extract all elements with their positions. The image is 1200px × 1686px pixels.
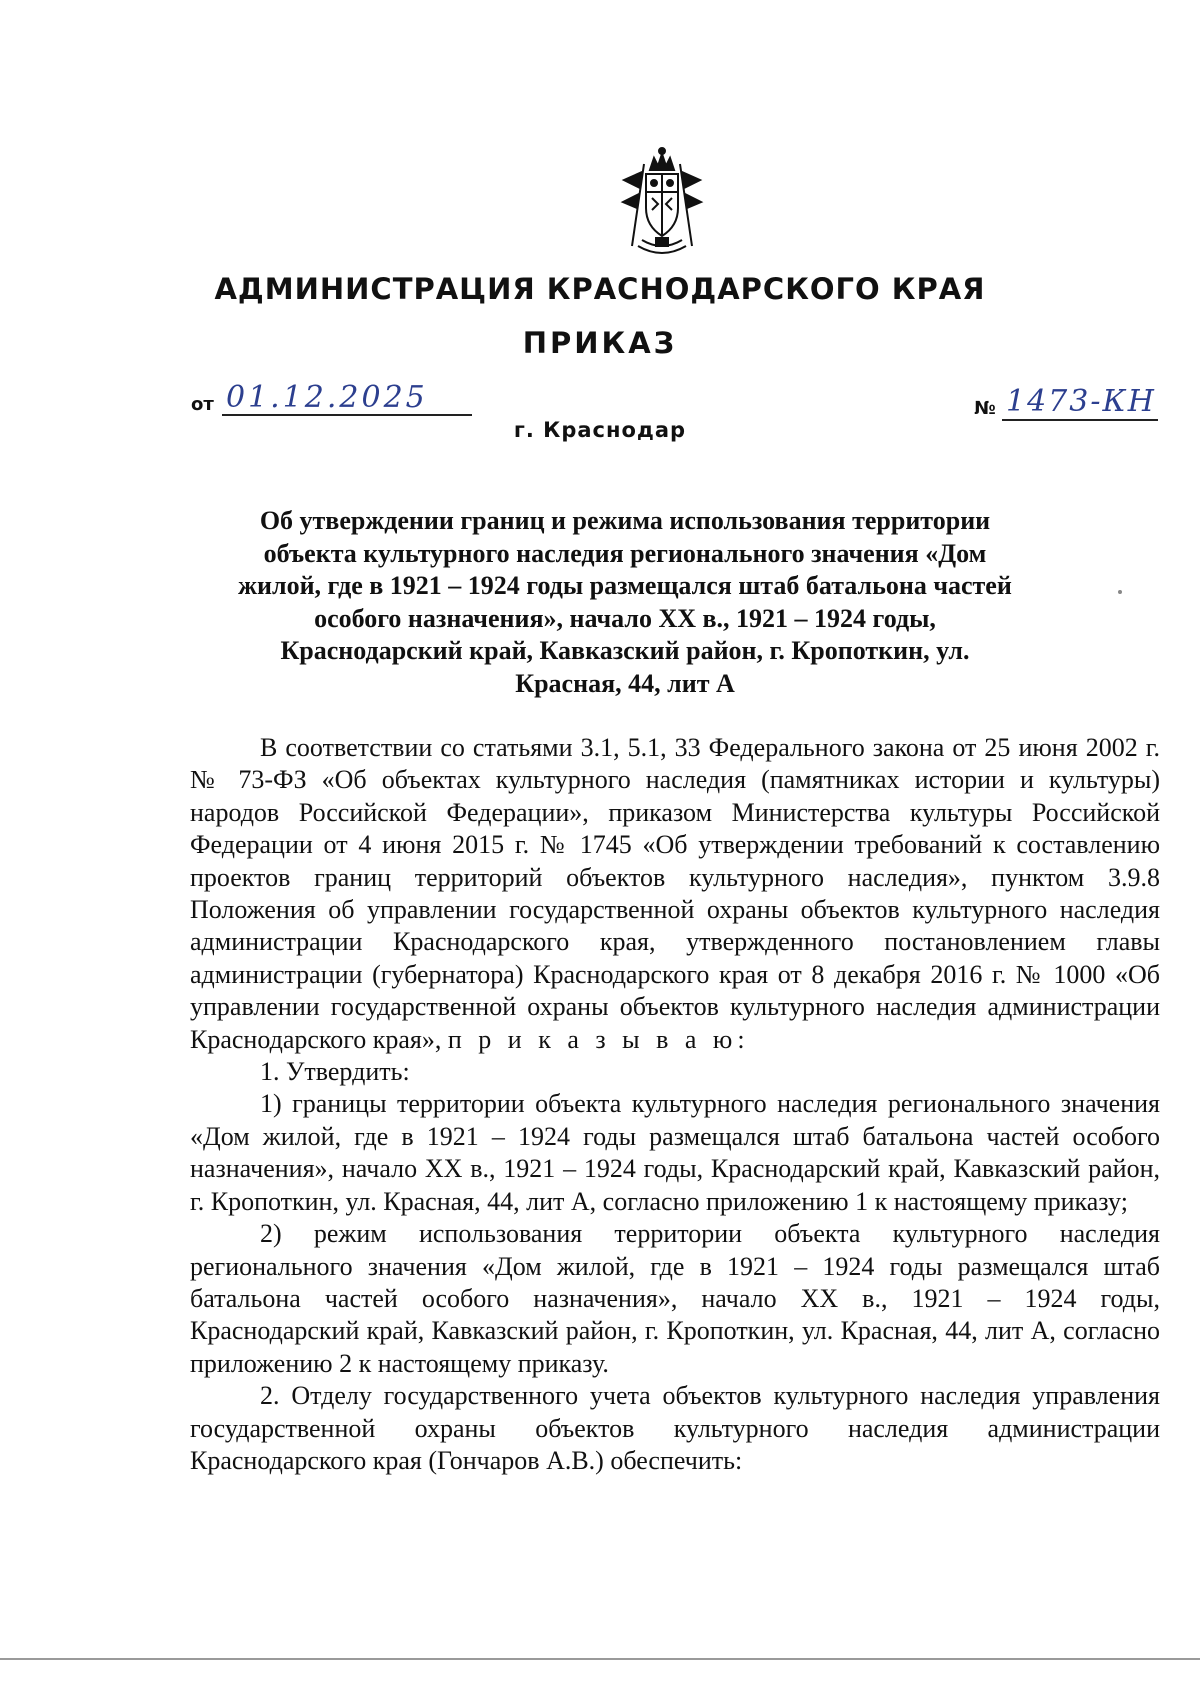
preamble-text: В соответствии со статьями 3.1, 5.1, 33 Федерального закона от 25 июня 2002 г. № 73-ФЗ «Об объектах культурного наследия (памятниках истории и культуры) народов Российской Федерации», приказом Министерства культуры Российской Федерации от 4 июня 2015 г. № 1745 «Об утверждении требований к составлению проектов границ территорий объектов культурного наследия», пунктом 3.9.8 Положения об управлении государственной охраны объектов культурного наследия администрации Краснодарского края, утвержденного постановлением главы администрации (губернатора) Краснодарского края от 8 декабря 2016 г. № 1000 «Об управлении государственной охраны объектов культурного наследия администрации Краснодарского края», [190,733,1160,1054]
date-handwritten: 01.12.2025 [226,380,428,415]
item-1-1: 1) границы территории объекта культурного наследия регионального значения «Дом жилой, где в 1921 – 1924 годы размещался штаб батальона частей особого назначения», начало XX в., 1921 – 1924 годы, Краснодарский край, Кавказский район, г. Кропоткин, ул. Красная, 44, лит А, согласно приложению 1 к настоящему приказу; [190,1089,1160,1216]
page-bottom-edge [0,1658,1200,1660]
city: г. Краснодар [513,418,687,442]
document-body [190,732,1160,1477]
coat-of-arms-icon [620,146,704,260]
number-label: № [974,398,996,419]
organization-title: АДМИНИСТРАЦИЯ КРАСНОДАРСКОГО КРАЯ [214,272,986,306]
scan-artifact [1118,590,1122,594]
item-1: 1. Утвердить: [260,1057,410,1087]
date-label: от [191,394,214,415]
date-underline [222,414,472,416]
order-word: п р и к а з ы в а ю: [447,1024,750,1054]
preamble-paragraph [190,732,1160,1056]
item-2: 2. Отделу государственного учета объектов культурного наследия управления государственной охраны объектов культурного наследия администрации Краснодарского края (Гончаров А.В.) обеспечить: [190,1381,1160,1475]
document-type: ПРИКАЗ [522,326,678,360]
number-handwritten: 1473-КН [1006,384,1156,419]
document-subject: Об утверждении границ и режима использования территории объекта культурного наследия регионального значения «Дом жилой, где в 1921 – 1924 годы размещался штаб батальона частей особого назначения», начало XX в., 1921 – 1924 годы, Краснодарский край, Кавказский район, г. Кропоткин, ул. Красная, 44, лит А [238,506,1012,698]
item-1-2: 2) режим использования территории объекта культурного наследия регионального значения «Дом жилой, где в 1921 – 1924 годы размещался штаб батальона частей особого назначения», начало XX в., 1921 – 1924 годы, Краснодарский край, Кавказский район, г. Кропоткин, ул. Красная, 44, лит А, согласно приложению 2 к настоящему приказу. [190,1219,1160,1378]
